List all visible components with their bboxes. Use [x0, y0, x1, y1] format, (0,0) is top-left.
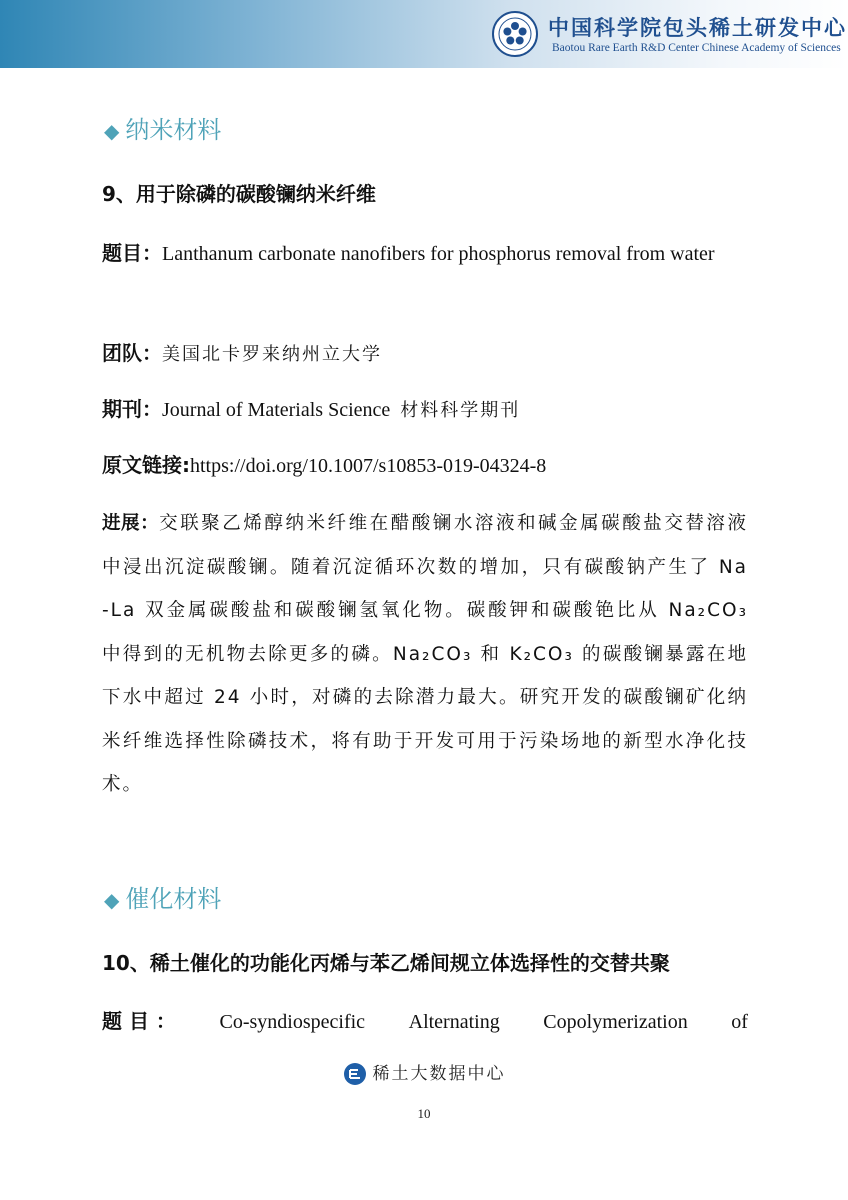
topic-value: Lanthanum carbonate nanofibers for phosphorus removal from water [162, 243, 715, 265]
journal-value-cn: 材料科学期刊 [400, 400, 521, 421]
section-heading-catalysis [104, 879, 221, 914]
page-number: 10 [417, 1106, 431, 1121]
topic-word: of [731, 1011, 748, 1033]
topic-word: Co-syndiospecific [219, 1011, 366, 1033]
topic-label: 题 目 ： [102, 1009, 176, 1033]
team-label: 团队： [102, 341, 162, 365]
doi-link[interactable]: https://doi.org/10.1007/s10853-019-04324-8 [190, 455, 547, 477]
item-9-link [102, 443, 748, 488]
link-label: 原文链接: [102, 453, 190, 477]
progress-text: 交联聚乙烯醇纳米纤维在醋酸镧水溶液和碱金属碳酸盐交替溶液中浸出沉淀碳酸镧。随着沉淀循环次数的增加，只有碳酸钠产生了 Na -La 双金属碳酸盐和碳酸镧氢氧化物。碳酸钾和碳酸铯比从 Na₂CO₃ 中得到的无机物去除更多的磷。Na₂CO₃ 和 K₂CO₃ 的碳酸镧暴露在地下水中超过 24 小时，对磷的去除潜力最大。研究开发的碳酸镧矿化纳米纤维选择性除磷技术，将有助于开发可用于污染场地的新型水净化技术。 [102, 513, 748, 795]
item-9-progress [102, 502, 748, 807]
topic-word: Alternating [408, 1011, 500, 1033]
diamond-icon: ◆ [104, 119, 120, 143]
item-9-topic [102, 231, 748, 276]
org-name-en: Baotou Rare Earth R&D Center Chinese Academy of Sciences [552, 42, 841, 54]
brand-text: 稀土大数据中心 [372, 1064, 506, 1084]
footer-brand [0, 1059, 848, 1086]
org-name-cn: 中国科学院包头稀土研发中心 [548, 15, 847, 40]
header-band [0, 0, 848, 68]
item-9-journal [102, 387, 748, 433]
team-value: 美国北卡罗来纳州立大学 [162, 344, 382, 365]
item-9-title: 9、用于除磷的碳酸镧纳米纤维 [102, 182, 376, 206]
progress-label: 进展： [102, 513, 160, 534]
journal-label: 期刊： [102, 397, 162, 421]
item-10-title: 10、稀土催化的功能化丙烯与苯乙烯间规立体选择性的交替共聚 [102, 951, 670, 975]
section-heading-nano [104, 110, 221, 145]
item-9-team [102, 331, 748, 377]
brand-logo-icon [343, 1062, 367, 1086]
section-title: 纳米材料 [125, 116, 222, 144]
topic-word: Copolymerization [543, 1011, 688, 1033]
diamond-icon: ◆ [104, 888, 120, 912]
topic-label: 题目： [102, 241, 162, 265]
cas-emblem-icon [492, 11, 538, 57]
section-title: 催化材料 [125, 885, 222, 913]
journal-value-en: Journal of Materials Science [162, 399, 391, 421]
item-10-topic [102, 1005, 748, 1034]
